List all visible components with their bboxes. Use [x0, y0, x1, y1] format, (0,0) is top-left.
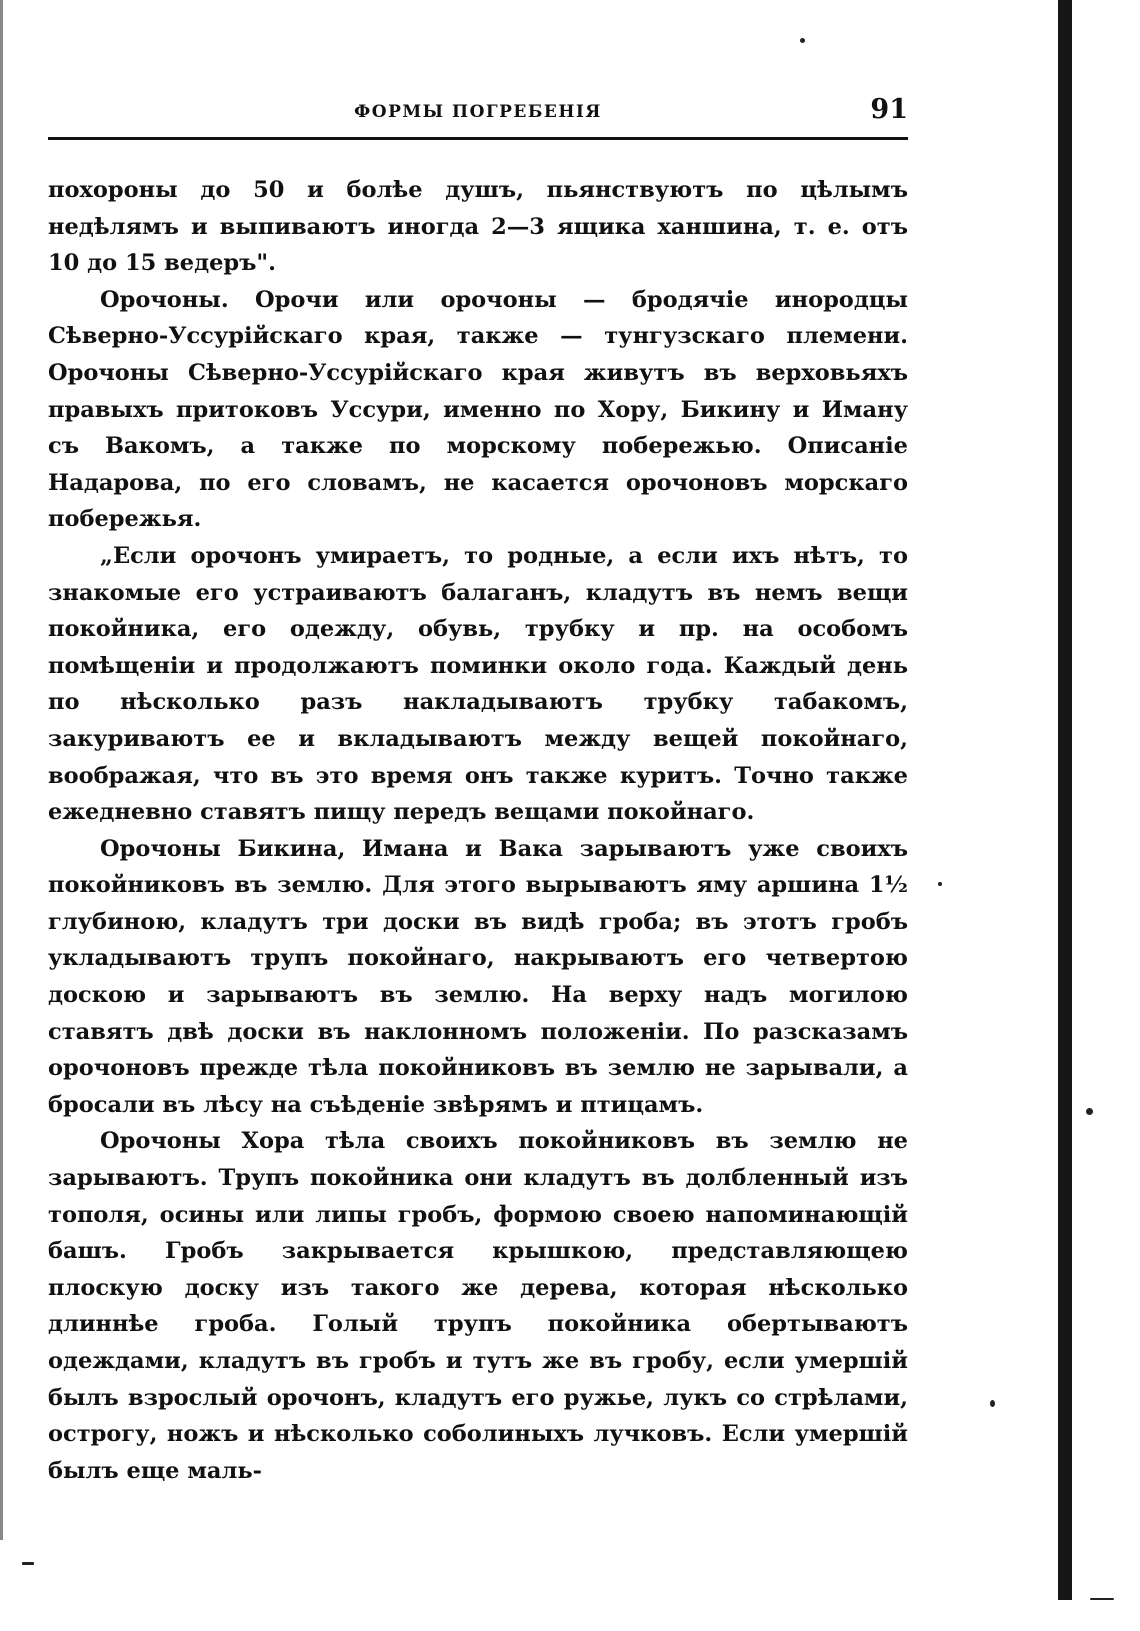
- paragraph-text: Орочи или орочоны — бродячіе инородцы Сѣверно-Уссурійскаго края, также — тунгузскаго племени. Орочоны Сѣверно-Уссурійскаго края живутъ въ верховьяхъ правыхъ притоковъ Уссури, именно по Хору, Бикину и Иману съ Вакомъ, а также по морскому побережью. Описаніе Надарова, по его словамъ, не касается орочоновъ морскаго побережья.: [48, 286, 908, 533]
- running-head: ФОРМЫ ПОГРЕБЕНІЯ: [354, 102, 602, 122]
- paragraph: [48, 172, 908, 282]
- print-speck: [938, 882, 942, 886]
- paragraph-text: Орочоны Хора тѣла своихъ покойниковъ въ землю не зарываютъ. Трупъ покойника они кладутъ въ долбленный изъ тополя, осины или липы гробъ, формою своею напоминающій башъ. Гробъ закрывается крышкою, представляющею плоскую доску изъ такого же дерева, которая нѣсколько длиннѣе гроба. Голый трупъ покойника обертываютъ одеждами, кладутъ въ гробъ и тутъ же въ гробу, если умершій былъ взрослый орочонъ, кладутъ его ружье, лукъ со стрѣлами, острогу, ножъ и нѣсколько соболиныхъ лучковъ. Если умершій былъ еще маль-: [48, 1128, 908, 1484]
- print-speck: [22, 1562, 34, 1565]
- page-gutter-shadow: [1058, 0, 1072, 1600]
- paragraph: [48, 831, 908, 1124]
- paragraph: [48, 1123, 908, 1489]
- left-page-edge: [0, 0, 3, 1540]
- print-speck: [800, 38, 805, 43]
- page-header: [48, 94, 908, 130]
- paragraph: [48, 538, 908, 831]
- paragraph-text: Орочоны Бикина, Имана и Вака зарываютъ уже своихъ покойниковъ въ землю. Для этого вырываютъ яму аршина 1½ глубиною, кладутъ три доски въ видѣ гроба; въ этотъ гробъ укладываютъ трупъ покойнаго, накрываютъ его четвертою доскою и зарываютъ въ землю. На верху надъ могилою ставятъ двѣ доски въ наклонномъ положеніи. По разсказамъ орочоновъ прежде тѣла покойниковъ въ землю не зарывали, а бросали въ лѣсу на съѣденіе звѣрямъ и птицамъ.: [48, 835, 908, 1118]
- print-speck: [990, 1400, 995, 1407]
- paragraph-text: „Если орочонъ умираетъ, то родные, а если ихъ нѣтъ, то знакомые его устраиваютъ балаганъ, кладутъ въ немъ вещи покойника, его одежду, обувь, трубку и пр. на особомъ помѣщеніи и продолжаютъ поминки около года. Каждый день по нѣсколько разъ накладываютъ трубку табакомъ, закуриваютъ ее и вкладываютъ между вещей покойнаго, воображая, что въ это время онъ также куритъ. Точно также ежедневно ставятъ пищу передъ вещами покойнаго.: [48, 542, 908, 826]
- paragraph-text: похороны до 50 и болѣе душъ, пьянствуютъ по цѣлымъ недѣлямъ и выпиваютъ иногда 2—3 ящика ханшина, т. е. отъ 10 до 15 ведеръ".: [48, 177, 908, 277]
- paragraph: [48, 282, 908, 538]
- print-speck: [1090, 1598, 1114, 1600]
- header-rule: [48, 137, 908, 140]
- body-text: [48, 172, 908, 1489]
- print-speck: [1086, 1108, 1093, 1115]
- page-number: 91: [870, 94, 908, 125]
- section-term: Орочоны.: [100, 286, 229, 313]
